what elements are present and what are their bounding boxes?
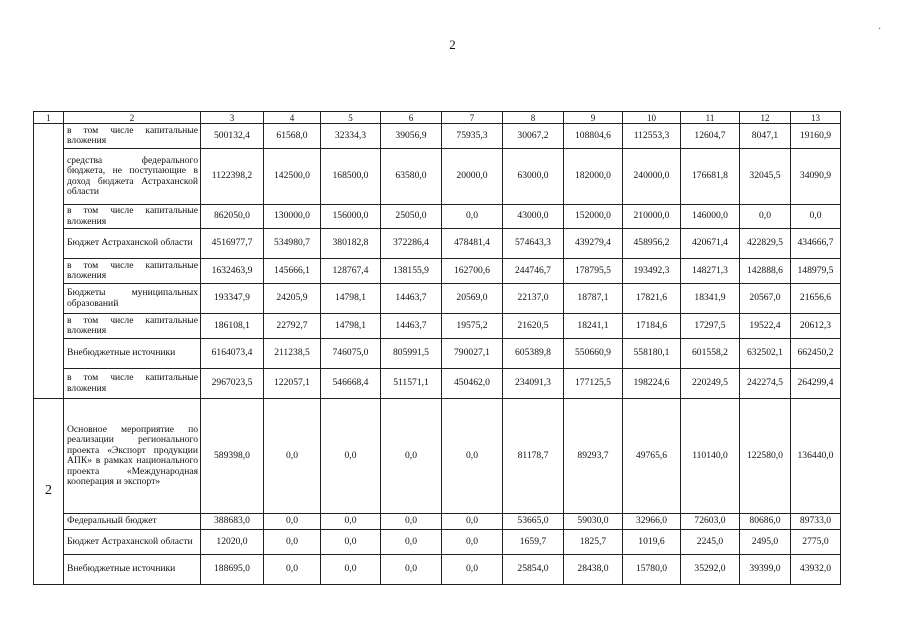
value-cell: 14463,7 — [381, 314, 442, 339]
value-cell: 1019,6 — [623, 530, 681, 555]
value-cell: 0,0 — [321, 555, 381, 585]
value-cell: 110140,0 — [681, 399, 740, 514]
value-cell: 0,0 — [442, 205, 503, 229]
value-cell: 28438,0 — [564, 555, 623, 585]
value-cell: 388683,0 — [201, 514, 264, 530]
value-cell: 0,0 — [381, 555, 442, 585]
value-cell: 43000,0 — [503, 205, 564, 229]
row-label: Внебюджетные источники — [64, 555, 201, 585]
value-cell: 63000,0 — [503, 149, 564, 205]
value-cell: 601558,2 — [681, 339, 740, 369]
value-cell: 1122398,2 — [201, 149, 264, 205]
value-cell: 72603,0 — [681, 514, 740, 530]
value-cell: 20569,0 — [442, 284, 503, 314]
value-cell: 746075,0 — [321, 339, 381, 369]
value-cell: 0,0 — [264, 399, 321, 514]
header-cell: 5 — [321, 112, 381, 124]
value-cell: 20612,3 — [791, 314, 841, 339]
value-cell: 53665,0 — [503, 514, 564, 530]
value-cell: 63580,0 — [381, 149, 442, 205]
value-cell: 2775,0 — [791, 530, 841, 555]
value-cell: 0,0 — [264, 530, 321, 555]
value-cell: 18341,9 — [681, 284, 740, 314]
value-cell: 14798,1 — [321, 314, 381, 339]
value-cell: 35292,0 — [681, 555, 740, 585]
value-cell: 0,0 — [442, 514, 503, 530]
value-cell: 422829,5 — [740, 229, 791, 259]
row-number-cell: 2 — [34, 399, 64, 585]
table-row — [34, 229, 841, 259]
row-label: Основное мероприятие по реализации регионального проекта «Экспорт продукции АПК» в рамках национального проекта «Международная кооперация и экспорт» — [64, 399, 201, 514]
value-cell: 1659,7 — [503, 530, 564, 555]
row-label: средства федерального бюджета, не поступающие в доход бюджета Астраханской области — [64, 149, 201, 205]
header-cell: 2 — [64, 112, 201, 124]
value-cell: 14798,1 — [321, 284, 381, 314]
value-cell: 458956,2 — [623, 229, 681, 259]
budget-table — [33, 111, 841, 585]
value-cell: 156000,0 — [321, 205, 381, 229]
value-cell: 188695,0 — [201, 555, 264, 585]
value-cell: 148271,3 — [681, 259, 740, 284]
value-cell: 30067,2 — [503, 124, 564, 149]
value-cell: 264299,4 — [791, 369, 841, 399]
value-cell: 18241,1 — [564, 314, 623, 339]
header-cell: 7 — [442, 112, 503, 124]
row-label: Федеральный бюджет — [64, 514, 201, 530]
table-row — [34, 259, 841, 284]
table-row — [34, 339, 841, 369]
value-cell: 210000,0 — [623, 205, 681, 229]
value-cell: 0,0 — [321, 514, 381, 530]
value-cell: 182000,0 — [564, 149, 623, 205]
value-cell: 17297,5 — [681, 314, 740, 339]
value-cell: 89293,7 — [564, 399, 623, 514]
value-cell: 0,0 — [442, 555, 503, 585]
value-cell: 242274,5 — [740, 369, 791, 399]
header-cell: 1 — [34, 112, 64, 124]
value-cell: 450462,0 — [442, 369, 503, 399]
value-cell: 178795,5 — [564, 259, 623, 284]
value-cell: 22792,7 — [264, 314, 321, 339]
value-cell: 89733,0 — [791, 514, 841, 530]
table-row — [34, 530, 841, 555]
value-cell: 136440,0 — [791, 399, 841, 514]
value-cell: 162700,6 — [442, 259, 503, 284]
value-cell: 550660,9 — [564, 339, 623, 369]
value-cell: 25854,0 — [503, 555, 564, 585]
value-cell: 176681,8 — [681, 149, 740, 205]
value-cell: 186108,1 — [201, 314, 264, 339]
row-label: Бюджет Астраханской области — [64, 530, 201, 555]
value-cell: 0,0 — [321, 399, 381, 514]
value-cell: 17821,6 — [623, 284, 681, 314]
value-cell: 372286,4 — [381, 229, 442, 259]
row-label: в том числе капитальные вложения — [64, 369, 201, 399]
row-label: в том числе капитальные вложения — [64, 124, 201, 149]
table-row — [34, 555, 841, 585]
table-row — [34, 284, 841, 314]
value-cell: 17184,6 — [623, 314, 681, 339]
value-cell: 130000,0 — [264, 205, 321, 229]
value-cell: 2245,0 — [681, 530, 740, 555]
value-cell: 500132,4 — [201, 124, 264, 149]
value-cell: 20567,0 — [740, 284, 791, 314]
value-cell: 49765,6 — [623, 399, 681, 514]
table-row — [34, 314, 841, 339]
value-cell: 534980,7 — [264, 229, 321, 259]
header-cell: 12 — [740, 112, 791, 124]
row-number-cell-empty — [34, 124, 64, 399]
value-cell: 145666,1 — [264, 259, 321, 284]
value-cell: 59030,0 — [564, 514, 623, 530]
value-cell: 39056,9 — [381, 124, 442, 149]
value-cell: 511571,1 — [381, 369, 442, 399]
header-cell: 10 — [623, 112, 681, 124]
value-cell: 0,0 — [740, 205, 791, 229]
value-cell: 0,0 — [442, 399, 503, 514]
value-cell: 138155,9 — [381, 259, 442, 284]
value-cell: 558180,1 — [623, 339, 681, 369]
row-label: в том числе капитальные вложения — [64, 205, 201, 229]
value-cell: 211238,5 — [264, 339, 321, 369]
page-number: 2 — [449, 37, 456, 52]
value-cell: 1825,7 — [564, 530, 623, 555]
value-cell: 122057,1 — [264, 369, 321, 399]
value-cell: 434666,7 — [791, 229, 841, 259]
row-label: Внебюджетные источники — [64, 339, 201, 369]
value-cell: 420671,4 — [681, 229, 740, 259]
value-cell: 19522,4 — [740, 314, 791, 339]
header-cell: 6 — [381, 112, 442, 124]
value-cell: 240000,0 — [623, 149, 681, 205]
value-cell: 632502,1 — [740, 339, 791, 369]
table-row — [34, 399, 841, 514]
value-cell: 25050,0 — [381, 205, 442, 229]
value-cell: 32966,0 — [623, 514, 681, 530]
value-cell: 12604,7 — [681, 124, 740, 149]
value-cell: 21620,5 — [503, 314, 564, 339]
header-cell: 8 — [503, 112, 564, 124]
value-cell: 177125,5 — [564, 369, 623, 399]
value-cell: 34090,9 — [791, 149, 841, 205]
value-cell: 168500,0 — [321, 149, 381, 205]
value-cell: 12020,0 — [201, 530, 264, 555]
value-cell: 662450,2 — [791, 339, 841, 369]
table-row — [34, 205, 841, 229]
header-cell: 9 — [564, 112, 623, 124]
value-cell: 234091,3 — [503, 369, 564, 399]
value-cell: 0,0 — [264, 514, 321, 530]
value-cell: 862050,0 — [201, 205, 264, 229]
value-cell: 24205,9 — [264, 284, 321, 314]
value-cell: 0,0 — [321, 530, 381, 555]
value-cell: 112553,3 — [623, 124, 681, 149]
header-cell: 3 — [201, 112, 264, 124]
value-cell: 0,0 — [791, 205, 841, 229]
value-cell: 0,0 — [381, 530, 442, 555]
value-cell: 4516977,7 — [201, 229, 264, 259]
value-cell: 6164073,4 — [201, 339, 264, 369]
value-cell: 574643,3 — [503, 229, 564, 259]
value-cell: 19575,2 — [442, 314, 503, 339]
value-cell: 589398,0 — [201, 399, 264, 514]
value-cell: 546668,4 — [321, 369, 381, 399]
value-cell: 380182,8 — [321, 229, 381, 259]
header-cell: 11 — [681, 112, 740, 124]
value-cell: 20000,0 — [442, 149, 503, 205]
value-cell: 790027,1 — [442, 339, 503, 369]
value-cell: 148979,5 — [791, 259, 841, 284]
value-cell: 198224,6 — [623, 369, 681, 399]
value-cell: 439279,4 — [564, 229, 623, 259]
value-cell: 193347,9 — [201, 284, 264, 314]
value-cell: 805991,5 — [381, 339, 442, 369]
value-cell: 14463,7 — [381, 284, 442, 314]
table-row — [34, 514, 841, 530]
value-cell: 75935,3 — [442, 124, 503, 149]
value-cell: 1632463,9 — [201, 259, 264, 284]
value-cell: 146000,0 — [681, 205, 740, 229]
value-cell: 61568,0 — [264, 124, 321, 149]
value-cell: 18787,1 — [564, 284, 623, 314]
value-cell: 39399,0 — [740, 555, 791, 585]
value-cell: 81178,7 — [503, 399, 564, 514]
table-row — [34, 149, 841, 205]
value-cell: 0,0 — [381, 514, 442, 530]
row-label: Бюджеты муниципальных образований — [64, 284, 201, 314]
row-label: в том числе капитальные вложения — [64, 314, 201, 339]
value-cell: 128767,4 — [321, 259, 381, 284]
row-label: Бюджет Астраханской области — [64, 229, 201, 259]
header-row — [34, 112, 841, 124]
value-cell: 0,0 — [442, 530, 503, 555]
value-cell: 220249,5 — [681, 369, 740, 399]
value-cell: 142888,6 — [740, 259, 791, 284]
header-cell: 4 — [264, 112, 321, 124]
value-cell: 0,0 — [264, 555, 321, 585]
value-cell: 122580,0 — [740, 399, 791, 514]
value-cell: 32045,5 — [740, 149, 791, 205]
value-cell: 0,0 — [381, 399, 442, 514]
value-cell: 152000,0 — [564, 205, 623, 229]
header-cell: 13 — [791, 112, 841, 124]
value-cell: 2495,0 — [740, 530, 791, 555]
group2-body — [34, 399, 841, 585]
group1-body — [34, 124, 841, 399]
value-cell: 15780,0 — [623, 555, 681, 585]
value-cell: 142500,0 — [264, 149, 321, 205]
corner-mark: · — [878, 24, 882, 35]
value-cell: 108804,6 — [564, 124, 623, 149]
value-cell: 8047,1 — [740, 124, 791, 149]
table-row — [34, 124, 841, 149]
value-cell: 244746,7 — [503, 259, 564, 284]
value-cell: 19160,9 — [791, 124, 841, 149]
row-label: в том числе капитальные вложения — [64, 259, 201, 284]
value-cell: 478481,4 — [442, 229, 503, 259]
value-cell: 22137,0 — [503, 284, 564, 314]
value-cell: 80686,0 — [740, 514, 791, 530]
value-cell: 2967023,5 — [201, 369, 264, 399]
value-cell: 32334,3 — [321, 124, 381, 149]
value-cell: 43932,0 — [791, 555, 841, 585]
value-cell: 605389,8 — [503, 339, 564, 369]
table-row — [34, 369, 841, 399]
value-cell: 21656,6 — [791, 284, 841, 314]
value-cell: 193492,3 — [623, 259, 681, 284]
